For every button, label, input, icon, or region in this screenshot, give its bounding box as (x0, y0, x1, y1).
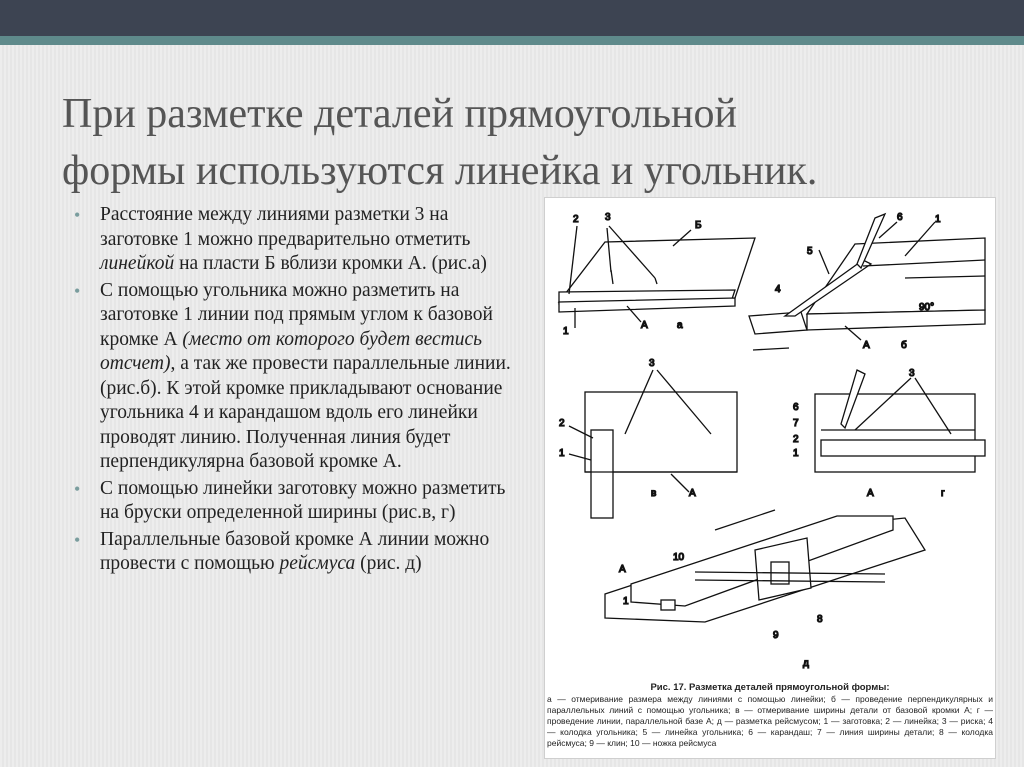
label-v-a: А (689, 488, 696, 499)
label-d-9: 9 (773, 630, 779, 641)
block-d (661, 600, 675, 610)
label-v-1: 1 (559, 448, 565, 459)
caption-body: а — отмеривание размера между линиями с помощью линейки; б — проведение перпендикулярных и параллельных линий с помощью угольника; в — отмеривание ширины детали от базовой кромки А; г — проведение линии, параллельной базе А; д — разметка рейсмусом; 1 — заготовка; 2 — линейка; 3 — риска; 4 — колодка угольника; 5 — линейка угольника; 6 — карандаш; 7 — линия ширины детали; 8 — колодка рейсмуса; 9 — клин; 10 — ножка рейсмуса (547, 694, 993, 748)
label-v-2: 2 (559, 418, 565, 429)
bullet-dot-icon: • (74, 529, 81, 550)
bullet-item (72, 279, 512, 475)
label-g-1: 1 (793, 448, 799, 459)
bullet-text-2b: (место от которого будет вестись отсчет) (100, 328, 483, 374)
label-b-4: 4 (775, 284, 781, 295)
label-g-6: 6 (793, 402, 799, 413)
label-a-2: 2 (573, 214, 579, 225)
label-g-a: А (867, 488, 874, 499)
bullet-dot-icon: • (74, 280, 81, 301)
label-b-angle: 90° (919, 302, 935, 313)
bullet-item (72, 528, 512, 577)
ruler-g (821, 440, 985, 456)
label-b-6: 6 (897, 212, 903, 223)
bullet-item (72, 203, 512, 277)
accent-bar (0, 36, 1024, 45)
bullet-item (72, 477, 512, 526)
title-line-2: формы используются линейка и угольник. (62, 148, 818, 194)
leader-b-5 (819, 250, 829, 274)
bullet-text-4b: рейсмуса (279, 553, 356, 574)
label-d-10: 10 (673, 552, 685, 563)
move-arrow-b (753, 348, 789, 350)
slide-title (62, 86, 982, 200)
label-a-fig: а (677, 320, 683, 331)
bullet-text-1a: Расстояние между линиями разметки 3 на заготовке 1 можно предварительно отметить (100, 204, 471, 250)
bullet-text-1b: линейкой (100, 253, 175, 274)
figure-caption (547, 682, 993, 749)
board-b-face (807, 238, 985, 314)
board-b-edge (807, 310, 985, 330)
drawing-g (793, 368, 985, 499)
label-b-a: А (863, 340, 870, 351)
square-stock-b (749, 312, 807, 334)
label-v-3: 3 (649, 358, 655, 369)
drawing-d (605, 510, 925, 669)
label-a-3: 3 (605, 212, 611, 223)
drawing-a (559, 212, 755, 337)
label-d-fig: д (803, 658, 809, 669)
drawing-b (749, 212, 985, 351)
label-b-5: 5 (807, 246, 813, 257)
label-a-1: 1 (563, 326, 569, 337)
bullet-text-4c: (рис. д) (355, 553, 422, 574)
move-arrow-d (715, 510, 775, 530)
label-b-fig: б (901, 340, 907, 351)
bullet-text-3a: С помощью линейки заготовку можно разметить на бруски определенной ширины (рис.в, г) (100, 477, 506, 523)
drawing-v (559, 358, 737, 518)
label-g-2: 2 (793, 434, 799, 445)
figure-drawings (545, 198, 995, 683)
label-g-fig: г (941, 488, 945, 499)
label-d-8: 8 (817, 614, 823, 625)
label-a-a: А (641, 320, 648, 331)
bullet-text-2a: С помощью угольника можно разметить на заготовке 1 линии под прямым углом к базовой кромке А (100, 279, 493, 350)
leader-b-6 (879, 222, 897, 238)
bullet-text-1c: на пласти Б вблизи кромки А. (рис.а) (174, 253, 487, 274)
label-v-fig: в (651, 488, 657, 499)
label-b-1: 1 (935, 214, 941, 225)
marking-figure (544, 197, 996, 759)
leader-v-a (671, 474, 689, 492)
bullet-text-4a: Параллельные базовой кромке А линии можно провести с помощью (100, 528, 490, 574)
title-line-1: При разметке деталей прямоугольной (62, 91, 737, 137)
caption-title: Рис. 17. Разметка деталей прямоугольной формы: (650, 682, 890, 693)
ruler-v (591, 430, 613, 518)
bullet-text-2c: , а так же провести параллельные линии. (рис.б). К этой кромке прикладывают основание угольника 4 и карандашом вдоль его линейки проводят линию. Полученная линия будет перпендикулярна базовой кромке А. (100, 353, 511, 472)
label-a-b: Б (695, 220, 702, 231)
bullet-dot-icon: • (74, 478, 81, 499)
label-g-3: 3 (909, 368, 915, 379)
label-g-7: 7 (793, 418, 799, 429)
bullet-list (72, 203, 512, 579)
bullet-dot-icon: • (74, 205, 81, 225)
label-d-1: 1 (623, 596, 629, 607)
label-d-a: А (619, 564, 626, 575)
top-bar (0, 0, 1024, 36)
